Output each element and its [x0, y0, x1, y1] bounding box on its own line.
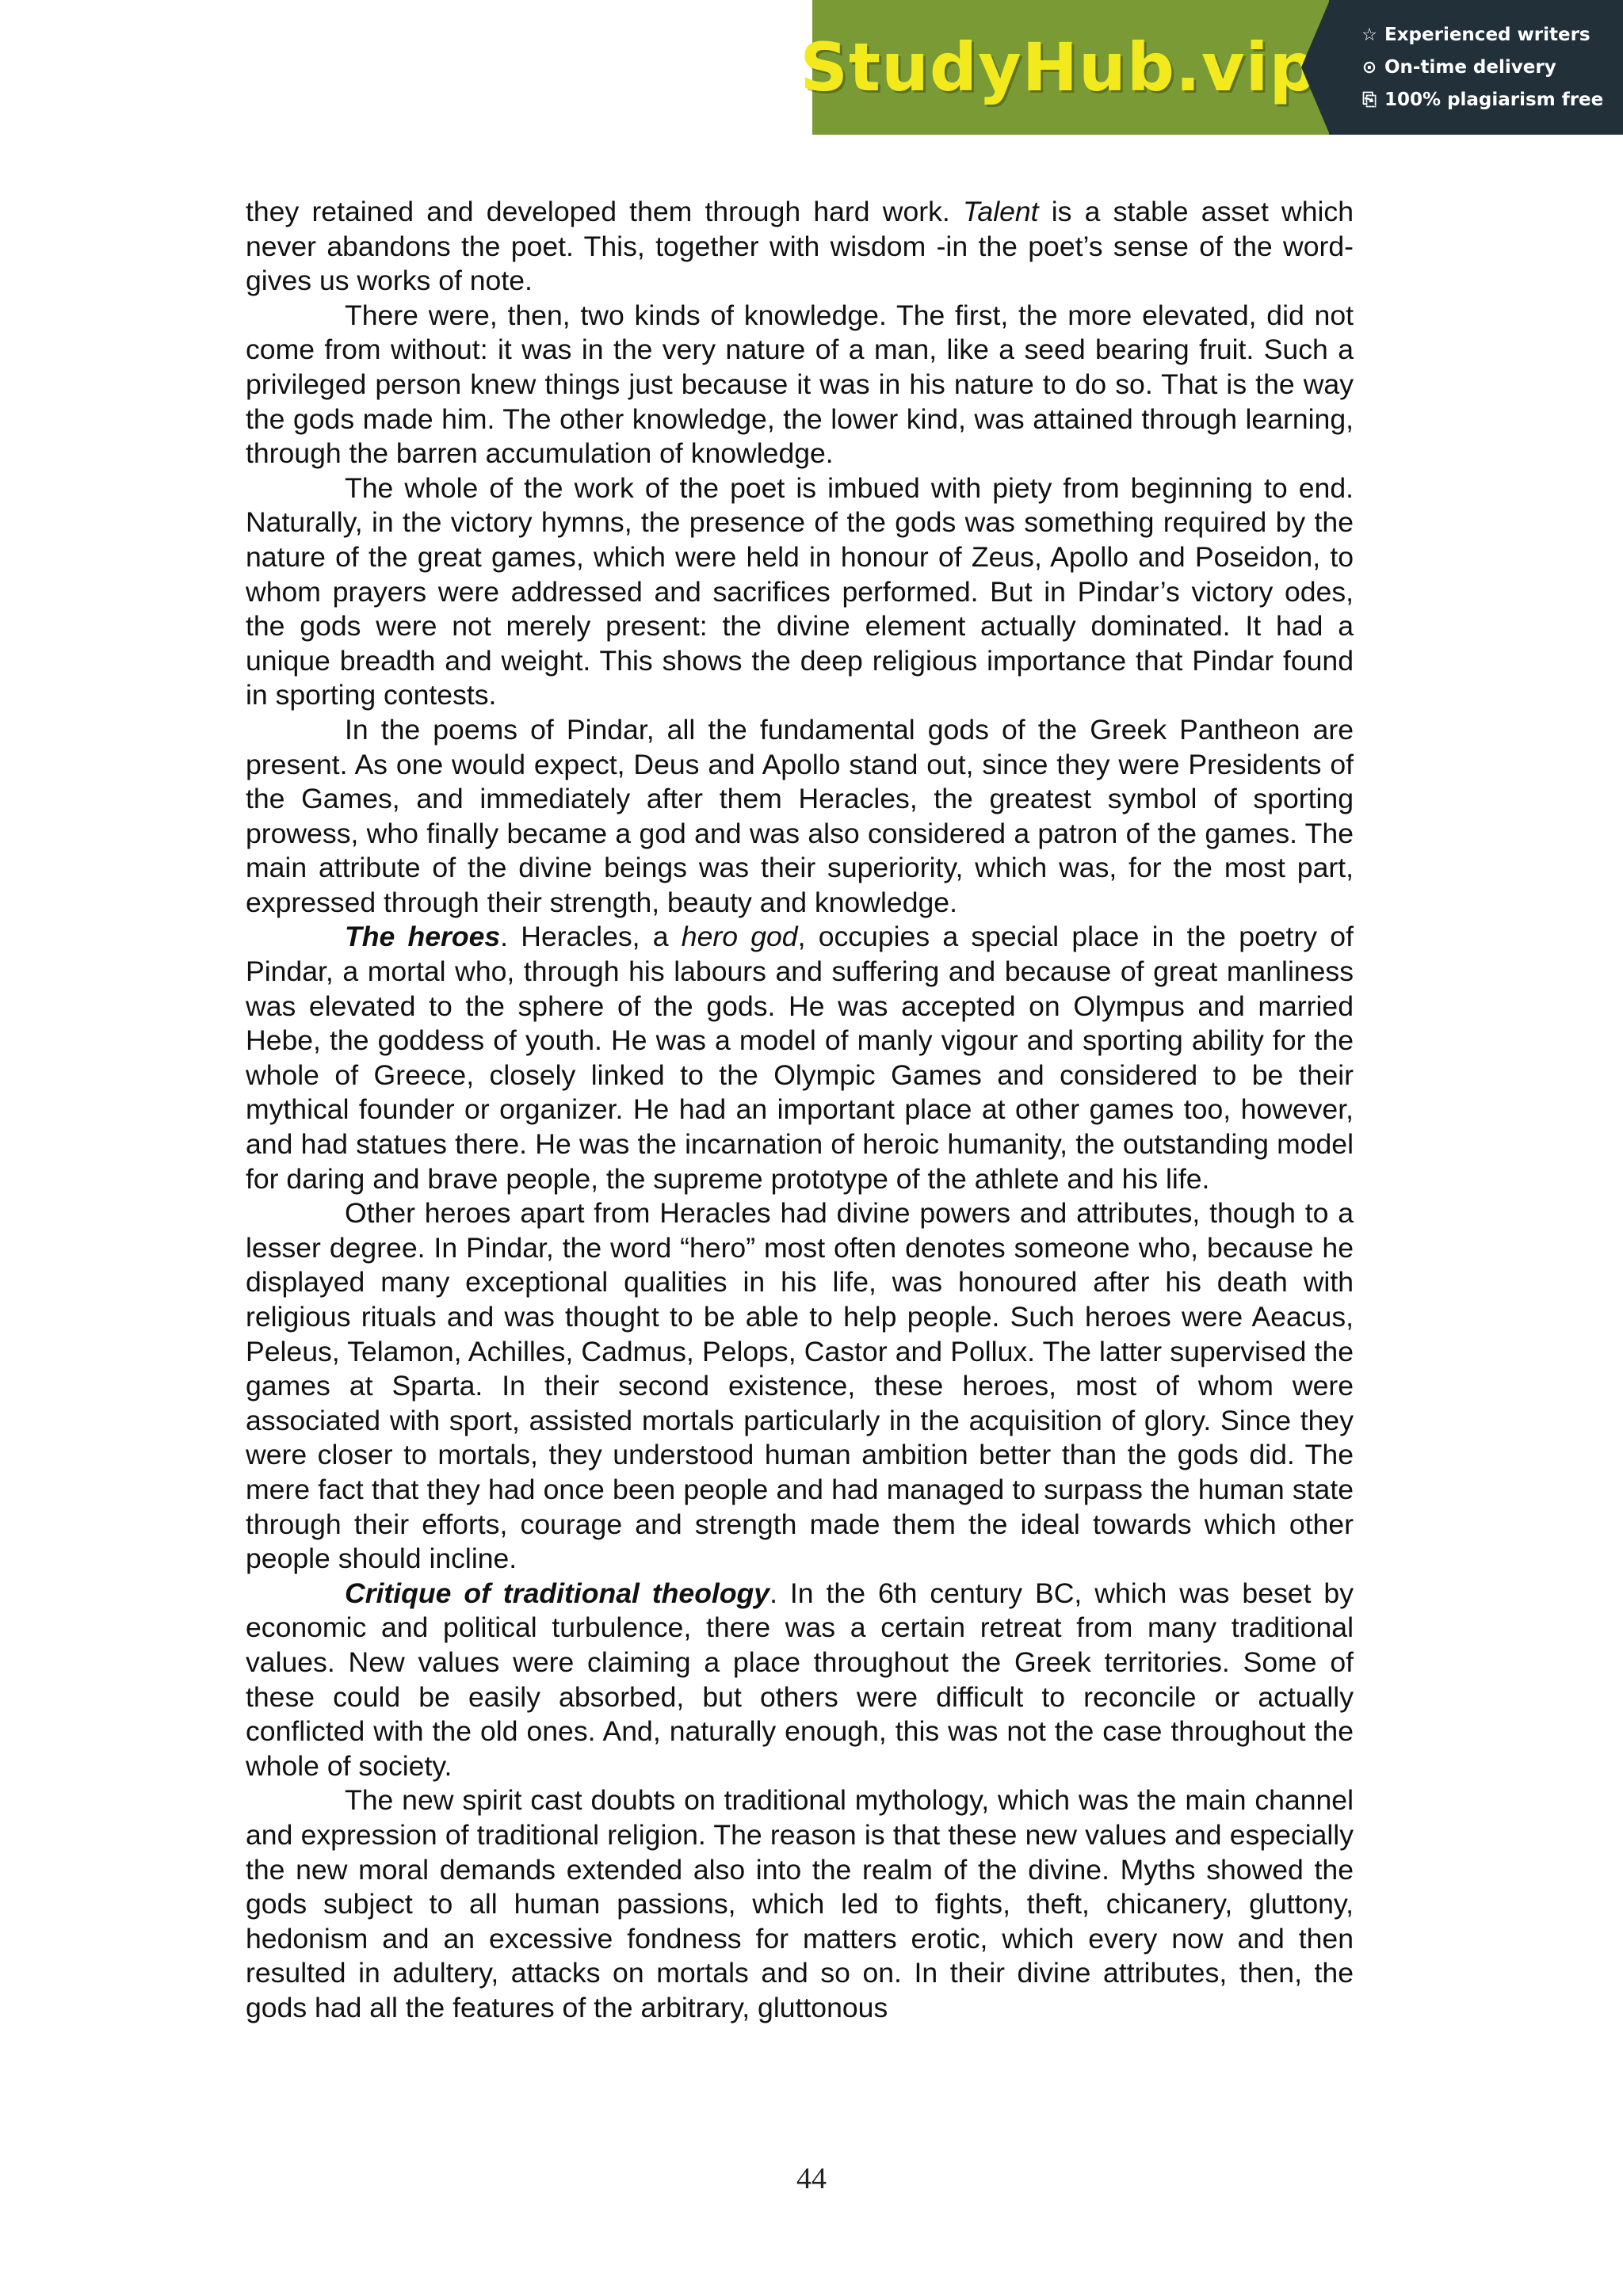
banner-features-list [1329, 0, 1623, 135]
section-heading: Critique of traditional theology [345, 1577, 770, 1609]
paragraph-text: There were, then, two kinds of knowledge. The first, the more elevated, did not come from without: it was in the very nature of a man, like a seed bearing fruit. Such a privileged person knew things just because it was in his nature to do so. That is the way the gods made him. The other knowledge, the lower kind, was attained through learning, through the barren accumulation of knowledge. [246, 299, 1354, 470]
brand-name: StudyHub.vip [800, 29, 1318, 106]
feature-experienced-writers [1358, 19, 1623, 51]
emphasis-text: Talent [962, 196, 1039, 227]
studyhub-banner[interactable] [800, 0, 1623, 135]
paragraph-text: Other heroes apart from Heracles had divine powers and attributes, though to a lesser degree. In Pindar, the word “hero” most often denotes someone who, because he displayed many exceptional qualities in his life, was honoured after his death with religious rituals and was thought to be able to help people. Such heroes were Aeacus, Peleus, Telamon, Achilles, Cadmus, Pelops, Castor and Pollux. The latter supervised the games at Sparta. In their second existence, these heroes, most of whom were associated with sport, assisted mortals particularly in the acquisition of glory. Since they were closer to mortals, they understood human ambition better than the gods did. The mere fact that they had once been people and had managed to surpass the human state through their efforts, courage and strength made them the ideal towards which other people should incline. [246, 1197, 1354, 1575]
feature-label: 100% plagiarism free [1384, 89, 1604, 110]
paragraph-text: The new spirit cast doubts on traditional mythology, which was the main channel and expression of traditional religion. The reason is that these new values and especially the new moral demands extended also into the realm of the divine. Myths showed the gods subject to all human passions, which led to fights, theft, chicanery, gluttony, hedonism and an excessive fondness for matters erotic, which every now and then resulted in adultery, attacks on mortals and so on. In their divine attributes, then, the gods had all the features of the arbitrary, gluttonous [246, 1784, 1354, 2023]
paragraph-text: , occupies a special place in the poetry of Pindar, a mortal who, through his labours and suffering and because of great manliness was elevated to the sphere of the gods. He was accepted on Olympus and married Hebe, the goddess of youth. He was a model of manly vigour and sporting ability for the whole of Greece, closely linked to the Olympic Games and considered to be their mythical founder or organizer. He had an important place at other games too, however, and had statues there. He was the incarnation of heroic humanity, the outstanding model for daring and brave people, the supreme prototype of the athlete and his life. [246, 921, 1354, 1195]
studyhub-logo[interactable] [800, 0, 1329, 135]
paragraph [246, 195, 1354, 299]
paragraph [246, 1577, 1354, 1784]
paragraph-text: . Heracles, a [500, 921, 682, 953]
paragraph-text: . In the 6th century BC, which was beset by economic and political turbulence, there was a certain retreat from many traditional values. New values were claiming a place throughout the Greek territories. Some of these could be easily absorbed, but others were difficult to reconcile or actually conflicted with the old ones. And, naturally enough, this was not the case throughout the whole of society. [246, 1577, 1354, 1782]
paragraph-text: is a stable asset which never abandons the poet. This, together with wisdom -in the poet’s sense of the word- gives us works of note. [246, 196, 1354, 297]
paragraph [246, 1783, 1354, 2025]
paragraph [246, 713, 1354, 921]
feature-plagiarism-free [1358, 84, 1623, 116]
document-check-icon: ⎘ [1362, 90, 1377, 110]
emphasis-text: hero god [681, 921, 798, 953]
page-number: 44 [796, 2162, 827, 2195]
star-outline-icon: ☆ [1361, 25, 1377, 45]
paragraph [246, 1196, 1354, 1577]
paragraph-text: they retained and developed them through hard work. [246, 196, 963, 227]
feature-on-time-delivery [1358, 51, 1623, 84]
document-body [246, 195, 1354, 2025]
paragraph-text: In the poems of Pindar, all the fundamental gods of the Greek Pantheon are present. As one would expect, Deus and Apollo stand out, since they were Presidents of the Games, and immediately after them Heracles, the greatest symbol of sporting prowess, who finally became a god and was also considered a patron of the games. The main attribute of the divine beings was their superiority, which was, for the most part, expressed through their strength, beauty and knowledge. [246, 713, 1354, 918]
banner-arrow-divider [1301, 0, 1330, 135]
clock-icon: ⊙ [1361, 57, 1377, 78]
paragraph [246, 299, 1354, 471]
paragraph [246, 920, 1354, 1196]
paragraph-text: The whole of the work of the poet is imbued with piety from beginning to end. Naturally, in the victory hymns, the presence of the gods was something required by the nature of the great games, which were held in honour of Zeus, Apollo and Poseidon, to whom prayers were addressed and sacrifices performed. But in Pindar’s victory odes, the gods were not merely present: the divine element actually dominated. It had a unique breadth and weight. This shows the deep religious importance that Pindar found in sporting contests. [246, 471, 1354, 711]
paragraph [246, 471, 1354, 713]
feature-label: Experienced writers [1384, 24, 1591, 45]
feature-label: On-time delivery [1384, 56, 1556, 78]
section-heading: The heroes [345, 921, 501, 953]
